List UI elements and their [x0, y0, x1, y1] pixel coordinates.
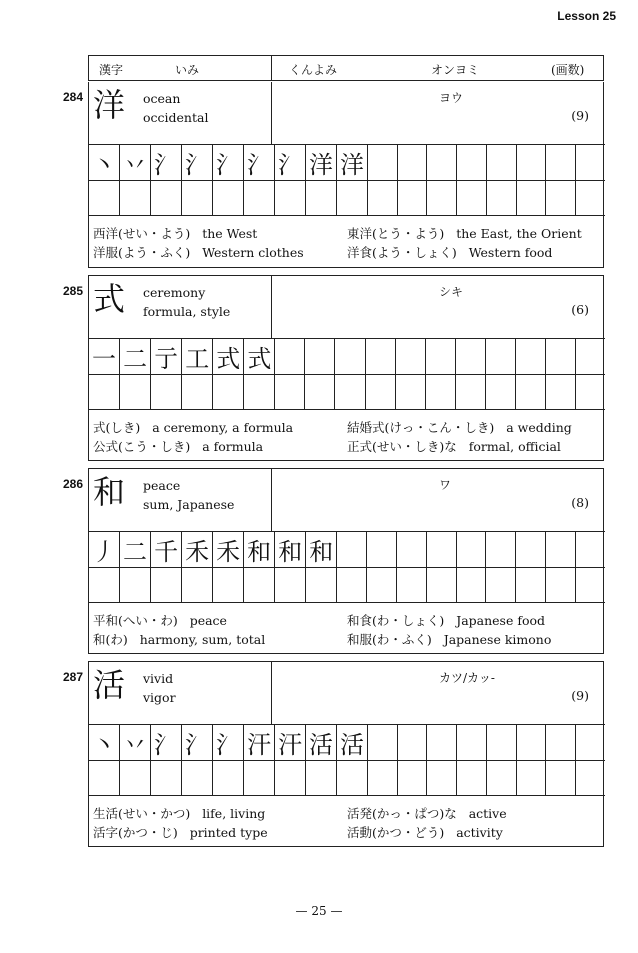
stroke-cell: 丶	[89, 145, 120, 181]
example-gloss: life, living	[202, 806, 266, 821]
practice-cell	[275, 761, 306, 796]
practice-cell	[213, 181, 244, 216]
practice-cell	[306, 761, 337, 796]
example-gloss: harmony, sum, total	[139, 632, 266, 647]
stroke-cell	[365, 339, 395, 375]
practice-cell	[368, 761, 398, 796]
example-compound	[347, 224, 582, 243]
meaning-line: sum, Japanese	[143, 497, 235, 512]
meaning-line: vigor	[143, 690, 176, 705]
stroke-cell: 亍	[151, 339, 182, 375]
stroke-cell: 活	[306, 725, 337, 761]
stroke-count: (8)	[571, 495, 589, 510]
stroke-cell: 式	[213, 339, 244, 375]
example-gloss: Japanese kimono	[443, 632, 552, 647]
stroke-cell	[426, 532, 456, 568]
example-compound	[347, 630, 551, 649]
stroke-cell: 一	[89, 339, 120, 375]
example-compound	[347, 804, 507, 823]
stroke-cell: 氵	[151, 145, 182, 181]
grid-row	[89, 375, 605, 410]
practice-cell	[335, 375, 365, 410]
practice-cell	[213, 761, 244, 796]
practice-cell	[457, 181, 487, 216]
example-compound	[347, 418, 572, 437]
practice-cell	[576, 568, 606, 603]
stroke-cell: 汗	[275, 725, 306, 761]
practice-cell	[486, 181, 516, 216]
practice-cell	[575, 375, 605, 410]
practice-cell	[516, 181, 546, 216]
stroke-cell	[397, 725, 427, 761]
header-onyomi: オンヨミ	[431, 63, 480, 77]
practice-cell	[546, 181, 576, 216]
stroke-cell	[395, 339, 425, 375]
example-compound	[93, 611, 227, 630]
entry-meanings	[143, 89, 208, 127]
stroke-cell: 禾	[182, 532, 213, 568]
example-gloss: active	[468, 806, 507, 821]
example-word: 和(わ)	[93, 632, 128, 647]
entry-onyomi: シキ	[439, 285, 464, 299]
entry-onyomi: カツ/カッ-	[439, 671, 495, 685]
practice-cell	[427, 761, 457, 796]
meaning-line: formula, style	[143, 304, 231, 319]
practice-cell	[120, 761, 151, 796]
practice-cell	[120, 181, 151, 216]
kanji-entry	[63, 468, 604, 654]
example-word: 活字(かつ・じ)	[93, 825, 178, 840]
stroke-cell	[457, 725, 487, 761]
stroke-cell	[425, 339, 455, 375]
practice-cell	[244, 181, 275, 216]
entry-onyomi: ワ	[439, 478, 452, 492]
entry-number: 285	[63, 284, 84, 298]
example-compound	[93, 630, 265, 649]
stroke-cell	[457, 145, 487, 181]
practice-cell	[546, 761, 576, 796]
stroke-cell	[397, 145, 427, 181]
stroke-cell: 工	[182, 339, 213, 375]
stroke-cell: 二	[120, 532, 151, 568]
example-compound	[93, 823, 268, 842]
practice-cell	[457, 761, 487, 796]
example-gloss: activity	[456, 825, 503, 840]
stroke-cell	[546, 725, 576, 761]
stroke-cell	[275, 339, 305, 375]
entry-meanings	[143, 669, 176, 707]
example-word: 式(しき)	[93, 420, 141, 435]
stroke-cell	[545, 339, 575, 375]
example-word: 洋服(よう・ふく)	[93, 245, 191, 260]
practice-cell	[151, 375, 182, 410]
example-compound	[347, 243, 552, 262]
stroke-cell	[485, 339, 515, 375]
meaning-line: peace	[143, 478, 181, 493]
meaning-line: vivid	[143, 671, 174, 686]
grid-row	[89, 568, 605, 603]
practice-cell	[213, 375, 244, 410]
practice-cell	[305, 375, 335, 410]
example-gloss: peace	[189, 613, 227, 628]
example-compound	[93, 418, 293, 437]
grid-row	[89, 532, 605, 568]
practice-cell	[182, 181, 213, 216]
entry-number: 287	[63, 670, 84, 684]
entry-kanji: 洋	[93, 86, 126, 124]
practice-cell	[456, 568, 486, 603]
practice-cell	[485, 375, 515, 410]
example-word: 平和(へい・わ)	[93, 613, 178, 628]
example-gloss: a ceremony, a formula	[152, 420, 294, 435]
example-word: 結婚式(けっ・こん・しき)	[347, 420, 495, 435]
example-compound	[93, 437, 263, 456]
stroke-cell	[546, 145, 576, 181]
stroke-cell	[305, 339, 335, 375]
stroke-cell: 氵	[182, 145, 213, 181]
practice-cell	[151, 181, 182, 216]
stroke-cell: 千	[151, 532, 182, 568]
stroke-cell: 丶	[89, 725, 120, 761]
example-word: 正式(せい・しき)な	[347, 439, 457, 454]
entry-kanji: 式	[93, 280, 126, 318]
example-gloss: Western clothes	[202, 245, 304, 260]
practice-cell	[89, 181, 120, 216]
header-imi: いみ	[175, 63, 200, 77]
example-word: 活発(かっ・ぱつ)な	[347, 806, 457, 821]
example-gloss: the East, the Orient	[456, 226, 582, 241]
practice-cell	[89, 375, 120, 410]
practice-cell	[89, 568, 120, 603]
stroke-cell: 洋	[306, 145, 337, 181]
practice-cell	[397, 181, 427, 216]
stroke-cell	[515, 339, 545, 375]
stroke-cell	[546, 532, 576, 568]
practice-cell	[244, 375, 275, 410]
header-kunyomi: くんよみ	[289, 63, 338, 77]
stroke-cell	[516, 725, 546, 761]
example-gloss: Japanese food	[456, 613, 546, 628]
stroke-cell	[486, 725, 516, 761]
stroke-cell: 氵	[151, 725, 182, 761]
stroke-cell	[486, 145, 516, 181]
meaning-line: ceremony	[143, 285, 206, 300]
example-gloss: Western food	[468, 245, 553, 260]
practice-cell	[306, 181, 337, 216]
grid-row	[89, 145, 605, 181]
stroke-cell: 氵	[213, 725, 244, 761]
practice-cell	[425, 375, 455, 410]
entry-divider	[271, 276, 272, 338]
practice-cell	[151, 761, 182, 796]
stroke-count: (9)	[571, 108, 589, 123]
example-word: 公式(こう・しき)	[93, 439, 191, 454]
header-divider	[271, 56, 272, 80]
example-word: 西洋(せい・よう)	[93, 226, 191, 241]
entry-kanji: 和	[93, 473, 126, 511]
meaning-line: occidental	[143, 110, 209, 125]
practice-cell	[455, 375, 485, 410]
kanji-entry	[63, 661, 604, 847]
header-strokes: (画数)	[551, 63, 585, 77]
stroke-cell: 氵	[275, 145, 306, 181]
example-compound	[347, 823, 503, 842]
grid-row	[89, 339, 605, 375]
example-gloss: printed type	[189, 825, 268, 840]
example-word: 和食(わ・しょく)	[347, 613, 445, 628]
stroke-cell: 氵	[213, 145, 244, 181]
stroke-cell	[576, 145, 605, 181]
stroke-grid	[89, 531, 605, 603]
stroke-grid	[89, 144, 605, 216]
practice-cell	[244, 761, 275, 796]
practice-cell	[397, 761, 427, 796]
entry-meanings	[143, 283, 230, 321]
stroke-cell	[368, 145, 398, 181]
example-word: 活動(かつ・どう)	[347, 825, 445, 840]
entry-divider	[271, 82, 272, 144]
practice-cell	[337, 181, 368, 216]
practice-cell	[244, 568, 275, 603]
stroke-count: (9)	[571, 688, 589, 703]
stroke-cell: 活	[337, 725, 368, 761]
practice-cell	[427, 181, 457, 216]
practice-cell	[182, 568, 213, 603]
stroke-cell: 和	[306, 532, 337, 568]
practice-cell	[306, 568, 337, 603]
example-gloss: a wedding	[506, 420, 572, 435]
meaning-line: ocean	[143, 91, 181, 106]
entry-divider	[271, 662, 272, 724]
practice-cell	[367, 568, 397, 603]
example-word: 和服(わ・ふく)	[347, 632, 432, 647]
stroke-cell: 丿	[89, 532, 120, 568]
entry-divider	[271, 469, 272, 531]
example-gloss: formal, official	[468, 439, 561, 454]
practice-cell	[516, 568, 546, 603]
stroke-cell	[368, 725, 398, 761]
practice-cell	[486, 568, 516, 603]
stroke-cell	[427, 725, 457, 761]
practice-cell	[396, 568, 426, 603]
practice-cell	[89, 761, 120, 796]
practice-cell	[337, 761, 368, 796]
practice-cell	[365, 375, 395, 410]
kanji-entry	[63, 275, 604, 461]
practice-cell	[546, 568, 576, 603]
column-header	[88, 55, 604, 81]
stroke-cell	[516, 532, 546, 568]
practice-cell	[426, 568, 456, 603]
stroke-cell	[575, 339, 605, 375]
stroke-grid	[89, 724, 605, 796]
entry-kanji: 活	[93, 666, 126, 704]
practice-cell	[486, 761, 516, 796]
stroke-cell: 丷	[120, 725, 151, 761]
practice-cell	[151, 568, 182, 603]
practice-cell	[120, 375, 151, 410]
practice-cell	[576, 181, 605, 216]
example-word: 洋食(よう・しょく)	[347, 245, 457, 260]
example-word: 東洋(とう・よう)	[347, 226, 445, 241]
practice-cell	[213, 568, 244, 603]
practice-cell	[120, 568, 151, 603]
practice-cell	[275, 181, 306, 216]
entry-meanings	[143, 476, 234, 514]
stroke-cell	[576, 532, 606, 568]
stroke-cell	[455, 339, 485, 375]
stroke-cell: 和	[244, 532, 275, 568]
stroke-cell: 丷	[120, 145, 151, 181]
stroke-cell	[396, 532, 426, 568]
example-word: 生活(せい・かつ)	[93, 806, 191, 821]
kanji-entry	[63, 82, 604, 268]
stroke-cell	[367, 532, 397, 568]
practice-cell	[576, 761, 605, 796]
entry-onyomi: ヨウ	[439, 91, 464, 105]
grid-row	[89, 725, 605, 761]
stroke-cell	[456, 532, 486, 568]
example-compound	[93, 224, 257, 243]
practice-cell	[275, 568, 306, 603]
grid-row	[89, 181, 605, 216]
practice-cell	[515, 375, 545, 410]
example-gloss: the West	[202, 226, 258, 241]
entry-number: 286	[63, 477, 84, 491]
stroke-cell	[337, 532, 367, 568]
practice-cell	[368, 181, 398, 216]
stroke-cell: 式	[244, 339, 275, 375]
example-compound	[347, 437, 561, 456]
stroke-cell: 氵	[182, 725, 213, 761]
practice-cell	[516, 761, 546, 796]
practice-cell	[182, 761, 213, 796]
practice-cell	[337, 568, 367, 603]
example-compound	[93, 243, 304, 262]
stroke-cell: 洋	[337, 145, 368, 181]
practice-cell	[275, 375, 305, 410]
example-gloss: a formula	[202, 439, 264, 454]
stroke-cell	[516, 145, 546, 181]
lesson-label: Lesson 25	[557, 9, 616, 23]
example-compound	[93, 804, 265, 823]
stroke-cell	[335, 339, 365, 375]
header-kanji: 漢字	[99, 63, 124, 77]
stroke-grid	[89, 338, 605, 410]
stroke-cell: 禾	[213, 532, 244, 568]
grid-row	[89, 761, 605, 796]
stroke-cell: 汗	[244, 725, 275, 761]
stroke-cell: 二	[120, 339, 151, 375]
stroke-cell	[576, 725, 605, 761]
stroke-cell: 氵	[244, 145, 275, 181]
practice-cell	[182, 375, 213, 410]
page-number: — 25 —	[295, 904, 343, 918]
entry-number: 284	[63, 90, 84, 104]
stroke-count: (6)	[571, 302, 589, 317]
stroke-cell: 和	[275, 532, 306, 568]
stroke-cell	[427, 145, 457, 181]
practice-cell	[545, 375, 575, 410]
example-compound	[347, 611, 545, 630]
practice-cell	[395, 375, 425, 410]
stroke-cell	[486, 532, 516, 568]
